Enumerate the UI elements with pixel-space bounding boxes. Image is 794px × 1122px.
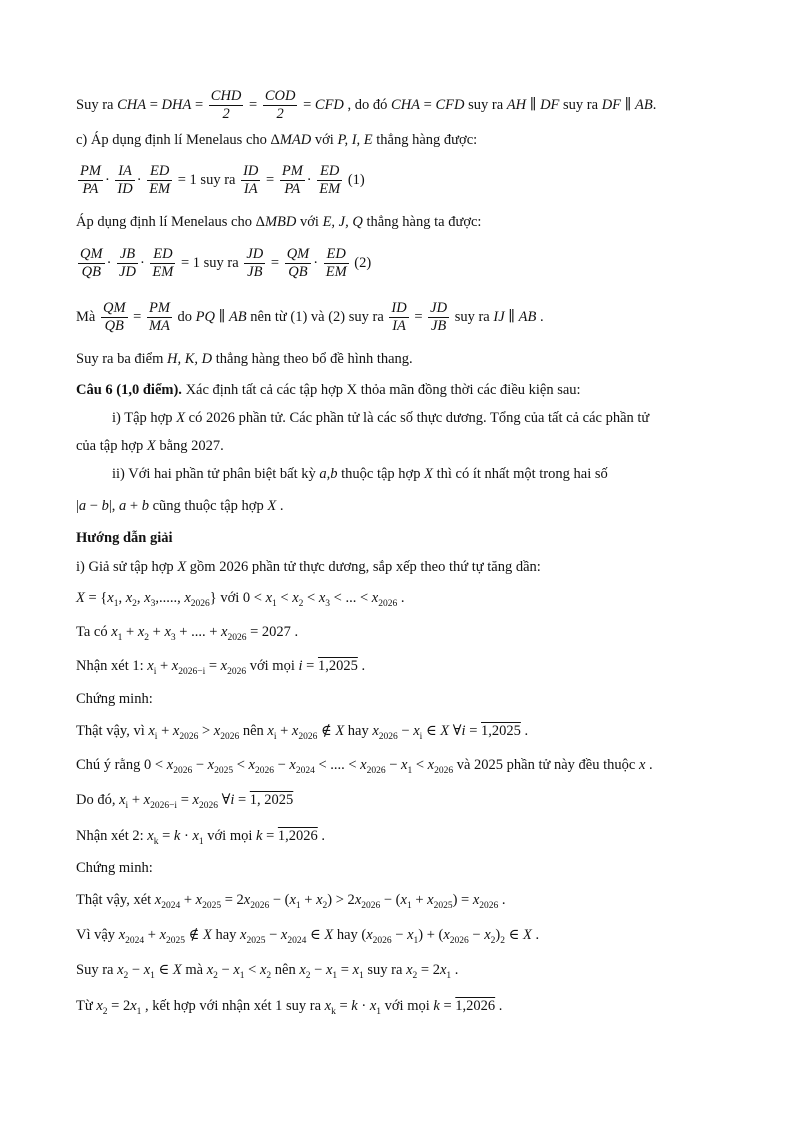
fraction: $\frac{\text{CHD}}{2}$: [210, 88, 242, 122]
equation-line: Ta có $x_1 + x_2 + x_3$ + .... + $x_{2026} = 2027$ .: [76, 624, 299, 643]
text-line: Chứng minh:: [76, 691, 153, 707]
fraction: $\frac{ED}{EM}$: [152, 246, 174, 280]
equation-line: $\frac{QM}{QB}$ · $\frac{JB}{JD}$ · $\frac{ED}{EM}$ = 1 suy ra $\frac{JD}{JB}$ = $\frac{QM}{QB}$ · $\frac{ED}{EM}$ (2): [80, 246, 372, 280]
fraction: $\frac{JD}{JB}$: [430, 300, 448, 334]
equation-line: Từ $x_2 = 2x_1$ , kết hợp với nhận xét 1 suy ra $x_k = k \cdot x_1$ với mọi k = 1,2026 .: [76, 998, 503, 1017]
equation-line: Vì vậy $x_{2024} + x_{2025}$ ∉ X hay $x_{2025} - x_{2024}$ ∈ X hay $(x_{2026} - x_1) + (x_{2026} - x_2)_2$ ∈ X .: [76, 927, 540, 946]
equation-line: Thật vậy, xét $x_{2024} + x_{2025} = 2x_{2026} - (x_1 + x_2) > 2x_{2026} - (x_1 + x_{2025}) = x_{2026}$ .: [76, 892, 506, 911]
fraction: $\frac{PM}{PA}$: [281, 163, 303, 197]
equation-line: Nhận xét 1: $x_i + x_{2026-i} = x_{2026}$ với mọi i = 1,2025 .: [76, 658, 366, 677]
fraction: $\frac{QM}{QB}$: [102, 300, 126, 334]
question-text: Xác định tất cả các tập hợp X thỏa mãn đồng thời các điều kiện sau:: [181, 382, 581, 398]
fraction: $\frac{QM}{QB}$: [80, 246, 103, 280]
equation-line: Chú ý rằng $0 < x_{2026} - x_{2025} < x_{2026} - x_{2024}$ < .... < $x_{2026} - x_1 < x_{2026}$ và 2025 phần tử này đều thuộc x .: [76, 757, 653, 776]
text-line: i) Giả sử tập hợp X gồm 2026 phần tử thực dương, sắp xếp theo thứ tự tăng dần:: [76, 559, 541, 575]
text-line: của tập hợp X bằng 2027.: [76, 438, 224, 454]
equation-line: Do đó, $x_i + x_{2026-i} = x_{2026}$ ∀i = 1, 2025: [76, 792, 294, 811]
fraction: $\frac{JB}{JD}$: [119, 246, 136, 280]
text-line: c) Áp dụng định lí Menelaus cho ΔMAD với P, I, E thẳng hàng được:: [76, 132, 478, 148]
equation-line: $X = \{x_1$, $x_2$, $x_3$,....., $x_{2026}$} với $0 < x_1 < x_2 < x_3$ < ... < $x_{2026}$ .: [76, 590, 405, 609]
question-number: Câu 6 (1,0 điểm).: [76, 382, 182, 398]
text-line: |a − b|, a + b cũng thuộc tập hợp X .: [76, 498, 284, 514]
fraction: $\frac{IA}{ID}$: [117, 163, 133, 197]
text-line: Suy ra CHA = DHA = $\frac{\text{CHD}}{2}$ = $\frac{\text{COD}}{2}$ = CFD , do đó CHA = CFD suy ra AH ∥ DF suy ra DF ∥ AB.: [76, 88, 657, 122]
text-line: Chứng minh:: [76, 860, 153, 876]
fraction: $\frac{ED}{EM}$: [325, 246, 347, 280]
equation-line: $\frac{PM}{PA}$ · $\frac{IA}{ID}$ · $\frac{ED}{EM}$ = 1 suy ra $\frac{ID}{IA}$ = $\frac{PM}{PA}$ · $\frac{ED}{EM}$ (1): [80, 163, 365, 197]
question-title: [76, 380, 718, 400]
text-line: Suy ra ba điểm H, K, D thẳng hàng theo bổ đề hình thang.: [76, 351, 413, 367]
equation-line: Mà $\frac{QM}{QB}$ = $\frac{PM}{MA}$ do PQ ∥ AB nên từ (1) và (2) suy ra $\frac{ID}{IA}$ = $\frac{JD}{JB}$ suy ra IJ ∥ AB .: [76, 300, 544, 334]
fraction: $\frac{ED}{EM}$: [319, 163, 341, 197]
fraction: $\frac{ID}{IA}$: [243, 163, 259, 197]
fraction: $\frac{QM}{QB}$: [286, 246, 310, 280]
fraction: $\frac{\text{COD}}{2}$: [264, 88, 296, 122]
text-line: ii) Với hai phần tử phân biệt bất kỳ a,b thuộc tập hợp X thì có ít nhất một trong hai số: [112, 466, 608, 482]
text-line: i) Tập hợp X có 2026 phần tử. Các phần tử là các số thực dương. Tổng của tất cả các phần tử: [112, 410, 650, 426]
fraction: $\frac{PM}{PA}$: [80, 163, 101, 197]
section-heading: Hướng dẫn giải: [76, 530, 173, 546]
equation-line: Nhận xét 2: $x_k = k \cdot x_1$ với mọi k = 1,2026 .: [76, 828, 326, 847]
equation-line: Suy ra $x_2 - x_1$ ∈ X mà $x_2 - x_1 < x_2$ nên $x_2 - x_1 = x_1$ suy ra $x_2 = 2x_1$ .: [76, 962, 459, 981]
fraction: $\frac{ID}{IA}$: [391, 300, 407, 334]
fraction: $\frac{JD}{JB}$: [246, 246, 264, 280]
fraction: $\frac{ED}{EM}$: [149, 163, 171, 197]
text-line: Áp dụng định lí Menelaus cho ΔMBD với E, J, Q thẳng hàng ta được:: [76, 214, 482, 230]
equation-line: Thật vậy, vì $x_i + x_{2026} > x_{2026}$ nên $x_i + x_{2026}$ ∉ X hay $x_{2026} - x_i$ ∈ X ∀i = 1,2025 .: [76, 723, 529, 742]
fraction: $\frac{PM}{MA}$: [148, 300, 170, 334]
